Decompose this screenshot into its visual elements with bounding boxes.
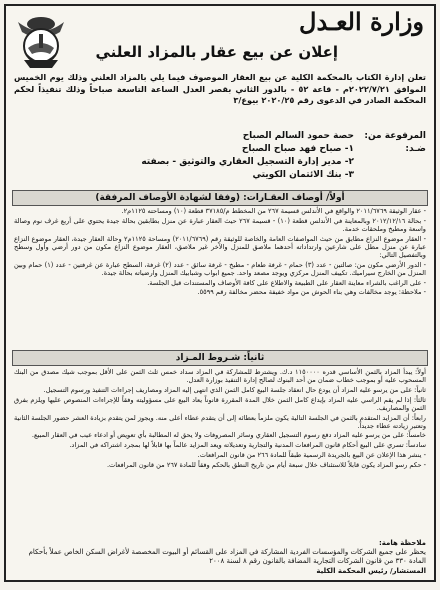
party-label xyxy=(362,169,426,182)
party-row xyxy=(14,143,426,156)
party-label: المرفوعة من: xyxy=(364,131,426,141)
header xyxy=(6,6,434,36)
section-heading-conditions: ثانياً: شـروط المـزاد xyxy=(12,350,428,366)
list-item: - حكم رسو المزاد يكون قابلاً للاستئناف خلال سبعة أيام من تاريخ النطق بالحكم وفقاً للمادة ٢٦٧ من قانون المرافعات. xyxy=(106,460,426,469)
list-item: - بحالة ٢٠١٢/١٢/١٦ وبالمعاينة في الأندلس قطعة (١٠) - قسيمة ٢٦٧ حيث العقار عبارة عن منزل بطابقين بحالة جيدة يحتوي على أربع غرف نوم وصالة واسعة ومطبخ وملحقات خدمة. xyxy=(14,216,426,233)
party-row xyxy=(14,130,426,143)
list-item: - الدور الأرضي مكون من: صالتين - عدد (٣) حمام - غرفة طعام - مطبخ - غرفة سائق - عدد (٢) غرفة، السطح عبارة عن غرفتين - عدد (١) حمام وبين المنزل من الخارج سيراميك. تكييف المنزل مركزي ويوجد مصعد واحد. جميع ابواب وشبابيك المنزل وارضياته بحالة جيدة. xyxy=(14,260,426,277)
section-heading-descriptions: أولاً/ أوصاف العقـارات: (وفقا لشهادة الأوصاف المرفقة) xyxy=(12,190,428,206)
footer-title: ملاحظة هامة: xyxy=(378,539,426,547)
list-item: - ينشر هذا الإعلان عن البيع بالجريدة الرسمية طبقاً للمادة ٢٦٦ من قانون المرافعات. xyxy=(197,450,426,459)
list-item: - ملاحظة: يوجد مخالفات وهي بناء الحوش من مواد خفيفة محضر مخالفة رقم ٥٥٩٩. xyxy=(197,288,426,297)
party-label xyxy=(362,156,426,169)
party-value: ٢- مدير إدارة التسجيل العقاري والتوثيق - بصفته xyxy=(141,157,354,167)
kuwait-emblem-icon xyxy=(12,10,70,72)
list-item: خامساً: على من يرسو عليه المزاد دفع رسوم التسجيل العقاري وسائر المصروفات ولا يحق له المطالبة بأي تعويض أو ادعاء عيب في العقار المبيع. xyxy=(31,431,426,440)
list-item: - على الراغب بالشراء معاينة العقار على الطبيعة والاطلاع على كافة الأوصاف والمستندات قبل الجلسة. xyxy=(147,278,426,287)
list-item: - العقار موضوع النزاع مطابق من حيث المواصفات العامة والخاصة للوثيقة رقم (٢٠١١/٦٧٦٩) ومساحة ١١٢٥م٢ وحالة العقار جيدة، العقار موضوع النزاع عبارة عن منزل مطل على شارعين وارتداداته أحدهما ملاصق للمنزل والآخر غير ملاصق، العقار موضوع النزاع مكون من دور أرضي وأول وسطح وبالتفصيل التالي: xyxy=(14,234,427,260)
footer xyxy=(14,539,426,576)
auction-notice-page xyxy=(4,4,436,582)
list-item: - عقار الوثيقة ٢٠١١/٦٧٦٩ والواقع في الأندلس قسيمة ٢٦٧ من المخطط م/٣٧١٨٥ قطعة (١٠) ومساحته ١١٢٥م٢. xyxy=(121,207,426,215)
list-item: أولاً: يبدأ المزاد بالثمن الأساسي قدره ١١٥٠٠٠٠ د.ك. ويشترط للمشاركة في المزاد سداد خمس ثلث الثمن على الأقل بموجب شيك مصدق من البنك المسحوب عليه أو بموجب خطاب ضمان من أحد البنوك لصالح إدارة التنفيذ بوزارة العدل. xyxy=(14,368,426,385)
list-item: سادساً: تسري على البيع أحكام قانون المرافعات المدنية والتجارية وتعديلاته ويعد المزايد عالماً بها قابلاً لها بمجرد اشتراكه في المزاد. xyxy=(69,441,426,450)
intro-paragraph: تعلن إدارة الكتاب بالمحكمة الكلية عن بيع العقار الموصوف فيما يلي بالمزاد العلني وذلك يوم الخميس الموافق ٢٠٢٢/٧/٢١م - قاعة ٥٢ - بالدور الثاني بقصر العدل الساعة التاسعة صباحاً وذلك تنفيذاً لحكم المحكمة الصادر في الدعوى رقم ٢٠٢٠/٢٥ بيوع/٣ xyxy=(14,72,426,105)
party-value: ١- صباح فهد صباح الصباح xyxy=(241,144,354,154)
party-value: ٣- بنك الائتمان الكويتي xyxy=(252,170,354,180)
party-row xyxy=(14,169,426,182)
party-value: حصة حمود السالم الصباح xyxy=(242,131,354,141)
list-item: رابعاً: أن المزايد المتقدم بالثمن في الجلسة التالية يكون ملزماً بعطائه إلى أن يتقدم عطاء أعلى منه. ويجوز لمن يتقدم بزيادة العشر حضور الجلسة الثانية وتعتبر زيادته عطاء جديداً. xyxy=(14,413,426,430)
list-item: ثالثاً: إذا لم يقم الراسي عليه المزاد بإيداع كامل الثمن خلال المدة المقررة قانوناً يعاد البيع على مسؤوليته وفقاً للإجراءات المنصوص عليها ويلزم بفرق الثمن والمصاريف. xyxy=(14,395,426,412)
notice-title: إعلان عن بيع عقار بالمزاد العلني xyxy=(95,43,338,61)
ministry-title: وزارة العـدل xyxy=(299,7,424,36)
party-row xyxy=(14,156,426,169)
conditions-list xyxy=(14,368,426,470)
footer-text: يحظر على جميع الشركات والمؤسسات الفردية المشاركة في المزاد على القسائم أو البيوت المخصصة لأغراض السكن الخاص عملاً بأحكام المادة ٣٣٠ من قانون الشركات التجارية المضافة بالقانون رقم ٨ لسنة ٢٠٠٨ xyxy=(28,548,426,565)
signature: المستشار/ رئيس المحكمة الكلية xyxy=(316,567,426,575)
party-label: ضـد: xyxy=(405,144,426,154)
parties-block xyxy=(14,130,426,182)
list-item: ثانياً: على من يرسو عليه المزاد أن يودع حال انعقاد جلسة البيع كامل الثمن الذي انتهى إليه المزاد ومصاريف إجراءات التنفيذ ورسوم التسجيل. xyxy=(43,385,426,394)
descriptions-list xyxy=(14,207,426,298)
